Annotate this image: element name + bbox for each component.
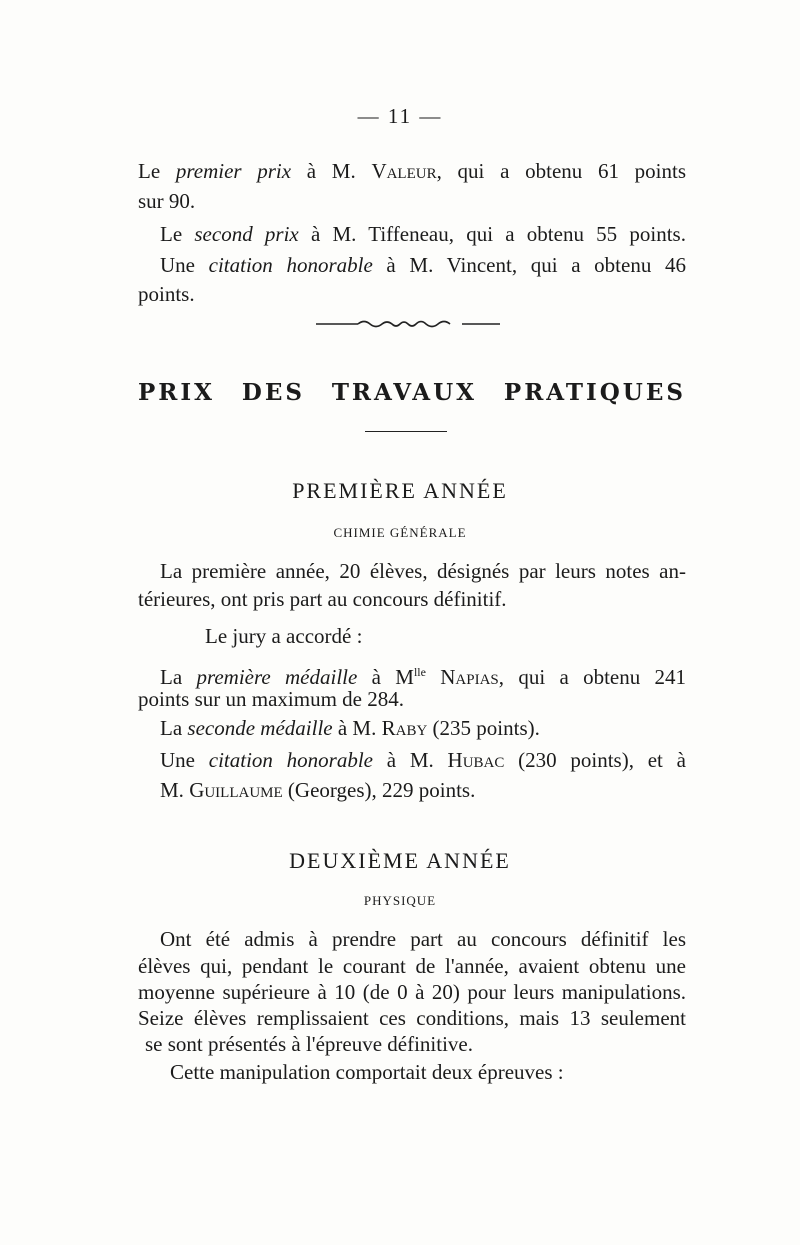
italic-text: second prix (194, 222, 299, 246)
text: à M. Tiffeneau, qui a obtenu 55 points. (298, 222, 686, 246)
year-heading: DEUXIÈME ANNÉE (289, 848, 511, 873)
text-line: Cette manipulation comportait deux épreuves : (170, 1060, 564, 1084)
text: (230 points), et à (504, 748, 686, 772)
italic-text: première médaille (196, 665, 358, 689)
text: à M. Vincent, qui a obtenu 46 (372, 253, 686, 277)
italic-text: citation honorable (208, 748, 373, 772)
subject-heading: CHIMIE GÉNÉRALE (333, 525, 467, 540)
text: , qui a obtenu 241 (498, 665, 687, 689)
text: (Georges), 229 points. (282, 778, 476, 802)
text: Une (160, 748, 209, 772)
text-line (160, 219, 686, 249)
surname: Hubac (447, 748, 505, 772)
text-line (160, 713, 686, 743)
subject-heading: PHYSIQUE (363, 893, 437, 908)
surname: Guillaume (189, 778, 283, 802)
surname: Raby (381, 716, 428, 740)
text: Le (138, 159, 176, 183)
year-heading: PREMIÈRE ANNÉE (292, 478, 508, 503)
text-line (160, 745, 686, 775)
ornament-divider-icon (316, 316, 500, 332)
surname: Napias (440, 665, 499, 689)
text-line: points. (138, 282, 195, 306)
text-line (160, 775, 686, 805)
text-line: Le jury a accordé : (205, 624, 363, 648)
text: M. (160, 778, 190, 802)
superscript: lle (413, 665, 426, 679)
text: , qui a obtenu 61 points (436, 159, 686, 183)
text-line: térieures, ont pris part au concours définitif. (138, 587, 507, 611)
italic-text: premier prix (175, 159, 292, 183)
text: à M. (332, 716, 382, 740)
text-line: se sont présentés à l'épreuve définitive. (145, 1032, 474, 1056)
text: à M (357, 665, 414, 689)
page-number: — 11 — (357, 104, 443, 128)
text-line: Seize élèves remplissaient ces conditions, mais 13 seulement (138, 1006, 686, 1030)
text-line: La première année, 20 élèves, désignés par leurs notes an- (160, 559, 686, 583)
short-rule (365, 431, 447, 432)
text: à M. (291, 159, 372, 183)
italic-text: seconde médaille (187, 716, 333, 740)
surname: Valeur (371, 159, 437, 183)
text-line: points sur un maximum de 284. (138, 687, 404, 711)
section-title: PRIX DES TRAVAUX PRATIQUES (138, 379, 686, 406)
text: La (160, 665, 197, 689)
text-line (160, 250, 686, 280)
text-line: Ont été admis à prendre part au concours définitif les (160, 927, 686, 951)
text-line: moyenne supérieure à 10 (de 0 à 20) pour leurs manipulations. (138, 980, 686, 1004)
italic-text: citation honorable (208, 253, 373, 277)
text: à M. (373, 748, 448, 772)
text-line (138, 156, 686, 186)
text: (235 points). (427, 716, 540, 740)
text: La (160, 716, 188, 740)
text-line: élèves qui, pendant le courant de l'année, avaient obtenu une (138, 954, 686, 978)
text: Une (160, 253, 209, 277)
text-line: sur 90. (138, 189, 196, 213)
text: Le (160, 222, 195, 246)
